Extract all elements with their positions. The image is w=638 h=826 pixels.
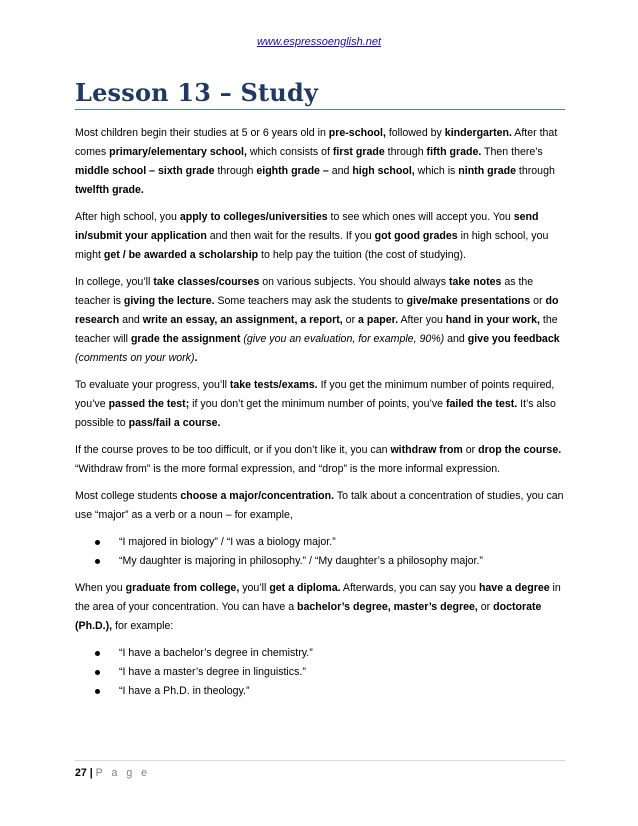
text-run: giving the lecture. [123, 295, 215, 307]
text-run: the teacher will [75, 314, 558, 345]
text-run: for example: [112, 620, 174, 632]
text-run: or [462, 444, 479, 456]
text-run: write an essay, an assignment, a report, [142, 314, 343, 326]
text-run: pass/fail a course. [128, 417, 221, 429]
text-run: if you don’t get the minimum number of points, you’ve [189, 398, 446, 410]
footer-separator: | [89, 767, 93, 779]
text-run: which is [414, 165, 459, 177]
text-run: give you feedback [467, 333, 560, 345]
lesson-body [75, 124, 565, 709]
title-divider [75, 109, 565, 110]
text-run: pre-school, [328, 127, 386, 139]
text-run: If the course proves to be too difficult, or if you don’t like it, you can [75, 444, 391, 456]
text-run: middle school – sixth grade [75, 165, 215, 177]
text-run: a paper. [358, 314, 399, 326]
text-run: first grade [332, 146, 385, 158]
text-run: In college, you’ll [75, 276, 154, 288]
text-run: doctorate (Ph.D.), [75, 601, 542, 632]
paragraph-6 [75, 487, 565, 525]
bullet-icon [95, 651, 100, 656]
text-run: take tests/exams. [229, 379, 318, 391]
text-run: choose a major/concentration. [180, 490, 335, 502]
text-run: Some teachers may ask the students to [214, 295, 407, 307]
text-run: on various subjects. You should always [259, 276, 449, 288]
text-run: do research [75, 295, 559, 326]
bullet-icon [95, 559, 100, 564]
text-run: take notes [448, 276, 502, 288]
text-run: drop the course. [478, 444, 562, 456]
paragraph-1 [75, 124, 565, 200]
text-run: or [477, 601, 494, 613]
text-run: Afterwards, you can say you [340, 582, 479, 594]
text-run: and then wait for the results. If you [206, 230, 375, 242]
text-run: After you [398, 314, 446, 326]
text-run: give/make presentations [406, 295, 531, 307]
list-item: “My daughter is majoring in philosophy.” / “My daughter’s a philosophy major.” [75, 552, 565, 571]
text-run: passed the test; [108, 398, 190, 410]
list-item: “I have a master’s degree in linguistics.” [75, 663, 565, 682]
text-run: in the area of your concentration. You can have a [75, 582, 561, 613]
text-run: fifth grade. [426, 146, 482, 158]
text-run: graduate from college, [125, 582, 240, 594]
text-run: To evaluate your progress, you’ll [75, 379, 230, 391]
degree-examples-list [75, 644, 565, 701]
text-run: high school, [352, 165, 415, 177]
text-run: and [328, 165, 353, 177]
footer-divider [75, 760, 565, 761]
page-number: 27 [75, 767, 87, 779]
text-run: If you get the minimum number of points required, you’ve [75, 379, 555, 410]
major-examples-list [75, 533, 565, 571]
text-run: . [194, 352, 198, 364]
list-item: “I have a Ph.D. in theology.” [75, 682, 565, 701]
text-run: in high school, you might [75, 230, 549, 261]
text-run: through [384, 146, 427, 158]
text-run: kindergarten. [444, 127, 512, 139]
text-run: grade the assignment [130, 333, 241, 345]
text-run: and [444, 333, 468, 345]
text-run: Most college students [75, 490, 181, 502]
text-run: After high school, you [75, 211, 180, 223]
text-run: eighth grade – [256, 165, 329, 177]
text-run: “Withdraw from” is the more formal expression, and “drop” is the more informal expression. [75, 463, 501, 475]
text-run: Most children begin their studies at 5 or 6 years old in [75, 127, 329, 139]
page-footer [75, 767, 150, 779]
text-run: to help pay the tuition (the cost of studying). [258, 249, 466, 261]
text-run: primary/elementary school, [109, 146, 247, 158]
text-run: bachelor’s degree, master’s degree, [297, 601, 478, 613]
text-run: ninth grade [458, 165, 516, 177]
text-run: (comments on your work) [75, 352, 195, 364]
text-run: apply to colleges/universities [179, 211, 328, 223]
page-label: P a g e [95, 767, 151, 779]
paragraph-7 [75, 579, 565, 636]
text-run: When you [75, 582, 126, 594]
paragraph-3 [75, 273, 565, 368]
text-run: got good grades [374, 230, 458, 242]
text-run: and [119, 314, 143, 326]
text-run: send in/submit your application [75, 211, 539, 242]
text-run: as the teacher is [75, 276, 534, 307]
text-run: through [214, 165, 257, 177]
lesson-title: Lesson 13 – Study [75, 78, 319, 107]
bullet-icon [95, 540, 100, 545]
text-run: take classes/courses [153, 276, 260, 288]
bullet-icon [95, 670, 100, 675]
text-run: to see which ones will accept you. You [327, 211, 514, 223]
text-run: you’ll [239, 582, 270, 594]
text-run: Then there’s [481, 146, 543, 158]
text-run: (give you an evaluation, for example, 90%) [243, 333, 445, 345]
header-url-link[interactable]: www.espressoenglish.net [256, 36, 382, 48]
text-run: It’s also possible to [75, 398, 556, 429]
list-item: “I majored in biology” / “I was a biology major.” [75, 533, 565, 552]
paragraph-4 [75, 376, 565, 433]
text-run: twelfth grade. [75, 184, 144, 196]
paragraph-5 [75, 441, 565, 479]
text-run: have a degree [478, 582, 550, 594]
text-run: To talk about a concentration of studies, you can use “major” as a verb or a noun – for example, [75, 490, 564, 521]
text-run: failed the test. [445, 398, 518, 410]
text-run: get a diploma. [269, 582, 341, 594]
text-run: hand in your work, [445, 314, 540, 326]
paragraph-2 [75, 208, 565, 265]
list-item: “I have a bachelor’s degree in chemistry.” [75, 644, 565, 663]
text-run: through [515, 165, 555, 177]
text-run: withdraw from [390, 444, 463, 456]
text-run: followed by [385, 127, 445, 139]
text-run: or [530, 295, 546, 307]
text-run: get / be awarded a scholarship [103, 249, 259, 261]
bullet-icon [95, 689, 100, 694]
text-run: or [342, 314, 359, 326]
text-run: After that comes [75, 127, 558, 158]
text-run: which consists of [246, 146, 333, 158]
